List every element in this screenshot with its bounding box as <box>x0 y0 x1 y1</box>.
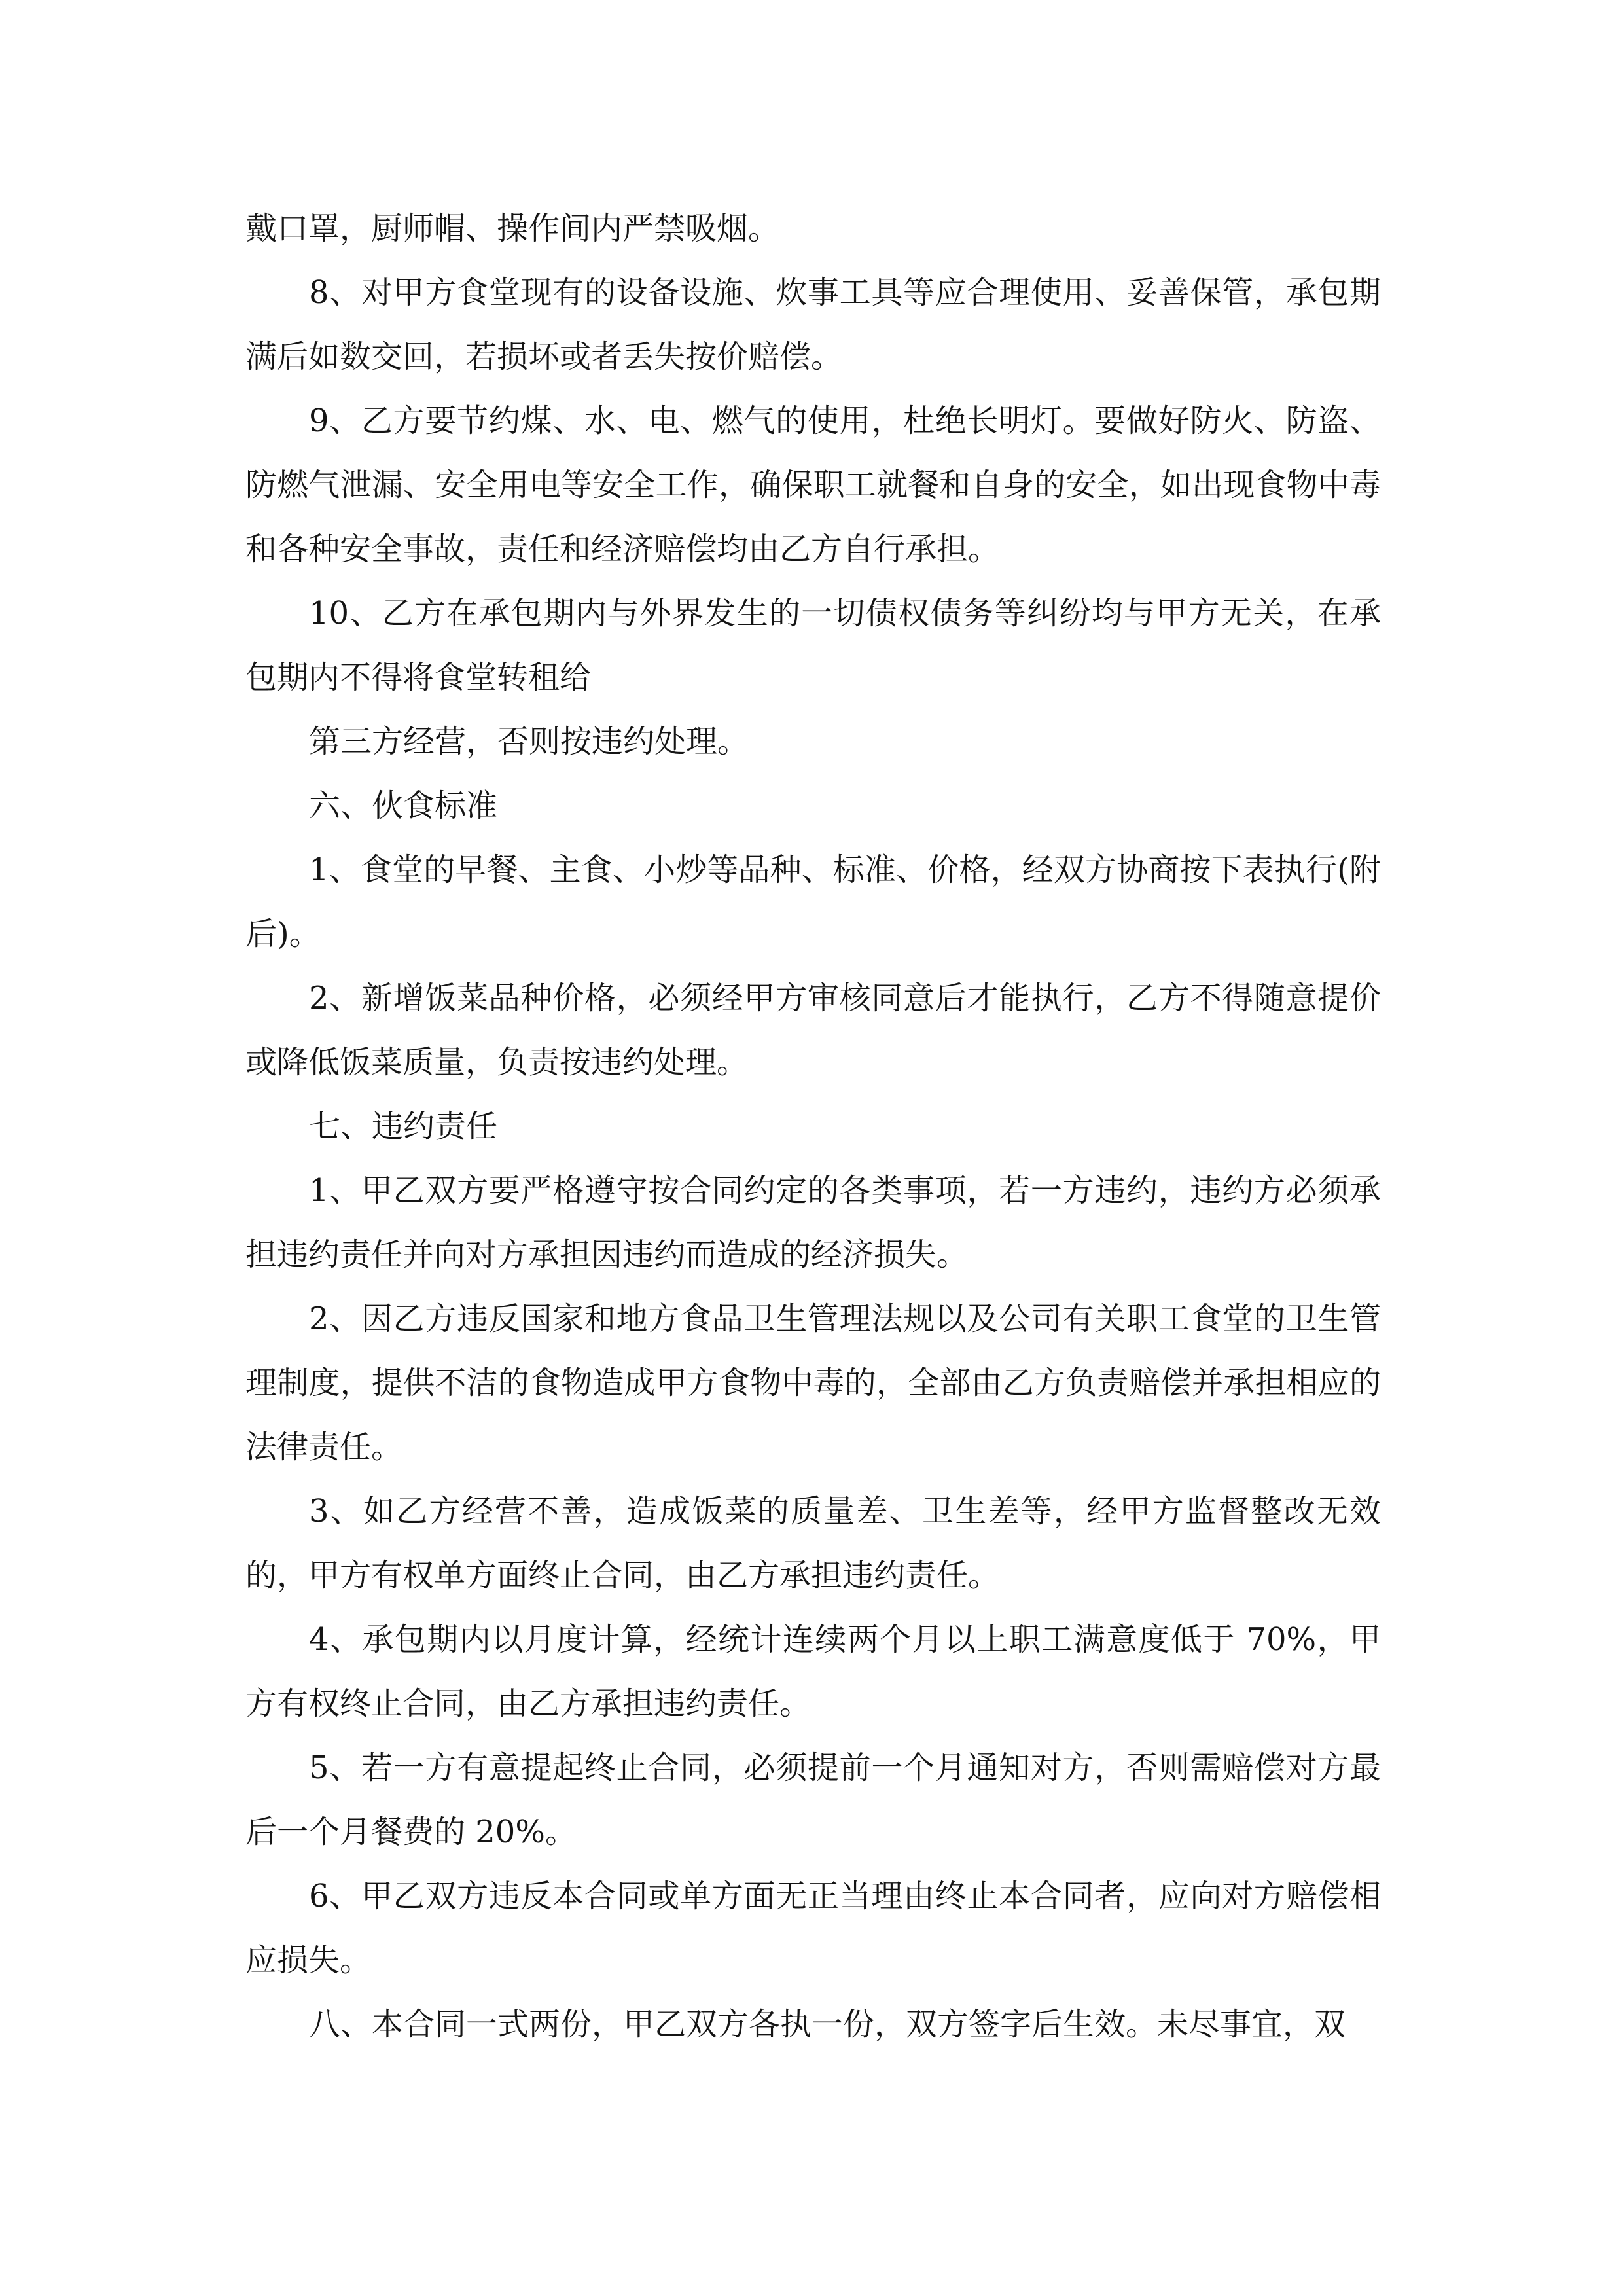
paragraph-6-2: 2、新增饭菜品种价格，必须经甲方审核同意后才能执行，乙方不得随意提价或降低饭菜质量，负责按违约处理。 <box>245 980 1381 1081</box>
paragraph-7-4: 4、承包期内以月度计算，经统计连续两个月以上职工满意度低于 70%，甲方有权终止合同，由乙方承担违约责任。 <box>245 1621 1381 1722</box>
section-heading-8: 八、本合同一式两份，甲乙双方各执一份，双方签字后生效。未尽事宜，双 <box>309 2006 1346 2043</box>
paragraph-item-10: 10、乙方在承包期内与外界发生的一切债权债务等纠纷均与甲方无关，在承包期内不得将食堂转租给 <box>245 595 1381 696</box>
section-heading-7: 七、违约责任 <box>309 1108 498 1145</box>
paragraph-item-8: 8、对甲方食堂现有的设备设施、炊事工具等应合理使用、妥善保管，承包期满后如数交回，若损坏或者丢失按价赔偿。 <box>245 274 1381 375</box>
paragraph-7-6: 6、甲乙双方违反本合同或单方面无正当理由终止本合同者，应向对方赔偿相应损失。 <box>245 1878 1381 1979</box>
paragraph-item-10-cont: 第三方经营，否则按违约处理。 <box>309 723 749 760</box>
paragraph-continuation: 戴口罩，厨师帽、操作间内严禁吸烟。 <box>245 210 780 247</box>
paragraph-7-1: 1、甲乙双方要严格遵守按合同约定的各类事项，若一方违约，违约方必须承担违约责任并向对方承担因违约而造成的经济损失。 <box>245 1172 1381 1273</box>
paragraph-7-3: 3、如乙方经营不善，造成饭菜的质量差、卫生差等，经甲方监督整改无效的，甲方有权单方面终止合同，由乙方承担违约责任。 <box>245 1493 1381 1594</box>
paragraph-item-9: 9、乙方要节约煤、水、电、燃气的使用，杜绝长明灯。要做好防火、防盗、防燃气泄漏、安全用电等安全工作，确保职工就餐和自身的安全，如出现食物中毒和各种安全事故，责任和经济赔偿均由乙方自行承担。 <box>245 403 1381 567</box>
section-heading-6: 六、伙食标准 <box>309 787 498 824</box>
document-body <box>245 196 1381 2056</box>
paragraph-7-5: 5、若一方有意提起终止合同，必须提前一个月通知对方，否则需赔偿对方最后一个月餐费的 20%。 <box>245 1749 1381 1850</box>
paragraph-6-1: 1、食堂的早餐、主食、小炒等品种、标准、价格，经双方协商按下表执行(附后)。 <box>245 852 1381 952</box>
paragraph-7-2: 2、因乙方违反国家和地方食品卫生管理法规以及公司有关职工食堂的卫生管理制度，提供不洁的食物造成甲方食物中毒的，全部由乙方负责赔偿并承担相应的法律责任。 <box>245 1300 1381 1465</box>
